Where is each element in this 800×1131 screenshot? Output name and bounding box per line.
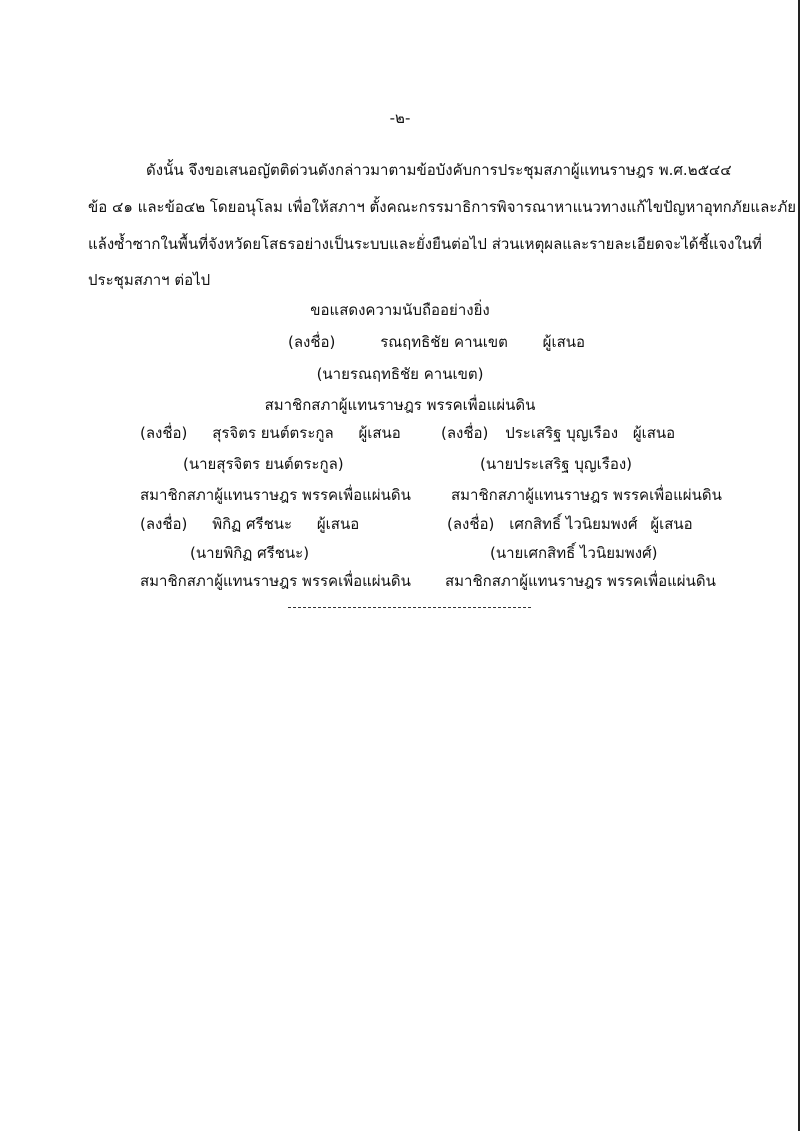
closing-divider	[288, 607, 531, 608]
signer-role: ผู้เสนอ	[316, 515, 360, 533]
sign-label: (ลงชื่อ)	[447, 515, 495, 533]
paragraph-line-3: แล้งซ้ำซากในพื้นที่จังหวัดยโสธรอย่างเป็นระบบและยั่งยืนต่อไป ส่วนเหตุผลและรายละเอียดจะได้ชี้แจงในที่	[88, 235, 762, 253]
co-signer-3-line	[140, 514, 359, 534]
co-signer-3-full-name: (นายพิกิฏ ศรีชนะ)	[190, 544, 310, 562]
co-signer-4-position: สมาชิกสภาผู้แทนราษฎร พรรคเพื่อแผ่นดิน	[445, 572, 716, 590]
signer-role: ผู้เสนอ	[632, 424, 676, 442]
signer-name: เศกสิทธิ์ ไวนิยมพงศ์	[509, 515, 638, 533]
signer-name: สุรจิตร ยนต์ตระกูล	[212, 424, 334, 442]
co-signer-4-line	[447, 514, 693, 534]
co-signer-2-position: สมาชิกสภาผู้แทนราษฎร พรรคเพื่อแผ่นดิน	[451, 486, 722, 504]
main-signer-position: สมาชิกสภาผู้แทนราษฎร พรรคเพื่อแผ่นดิน	[264, 396, 536, 414]
signer-role: ผู้เสนอ	[542, 333, 585, 351]
signer-name: พิกิฏ ศรีชนะ	[212, 515, 293, 533]
closing-phrase: ขอแสดงความนับถืออย่างยิ่ง	[310, 301, 490, 319]
paragraph-line-4: ประชุมสภาฯ ต่อไป	[88, 271, 211, 289]
main-signer-line	[288, 332, 585, 352]
page-number: -๒-	[389, 109, 411, 127]
co-signer-2-line	[441, 423, 675, 443]
sign-label: (ลงชื่อ)	[441, 424, 489, 442]
co-signer-2-full-name: (นายประเสริฐ บุญเรือง)	[480, 455, 633, 473]
signer-name: รณฤทธิชัย คานเขต	[380, 333, 508, 351]
co-signer-1-position: สมาชิกสภาผู้แทนราษฎร พรรคเพื่อแผ่นดิน	[140, 486, 411, 504]
signer-role: ผู้เสนอ	[358, 424, 401, 442]
co-signer-1-line	[140, 423, 401, 443]
paragraph-line-1: ดังนั้น จึงขอเสนอญัตติด่วนดังกล่าวมาตามข้อบังคับการประชุมสภาผู้แทนราษฎร พ.ศ.๒๕๔๔	[146, 161, 732, 179]
signer-role: ผู้เสนอ	[650, 515, 693, 533]
co-signer-4-full-name: (นายเศกสิทธิ์ ไวนิยมพงศ์)	[490, 544, 658, 562]
co-signer-3-position: สมาชิกสภาผู้แทนราษฎร พรรคเพื่อแผ่นดิน	[140, 572, 411, 590]
co-signer-1-full-name: (นายสุรจิตร ยนต์ตระกูล)	[183, 455, 344, 473]
paragraph-line-2: ข้อ ๔๑ และข้อ๔๒ โดยอนุโลม เพื่อให้สภาฯ ตั้งคณะกรรมาธิการพิจารณาหาแนวทางแก้ไขปัญหาอุทกภัยและภัย	[88, 198, 796, 216]
sign-label: (ลงชื่อ)	[140, 424, 188, 442]
main-signer-full-name: (นายรณฤทธิชัย คานเขต)	[316, 365, 484, 383]
sign-label: (ลงชื่อ)	[140, 515, 188, 533]
signer-name: ประเสริฐ บุญเรือง	[505, 424, 619, 442]
sign-label: (ลงชื่อ)	[288, 333, 336, 351]
